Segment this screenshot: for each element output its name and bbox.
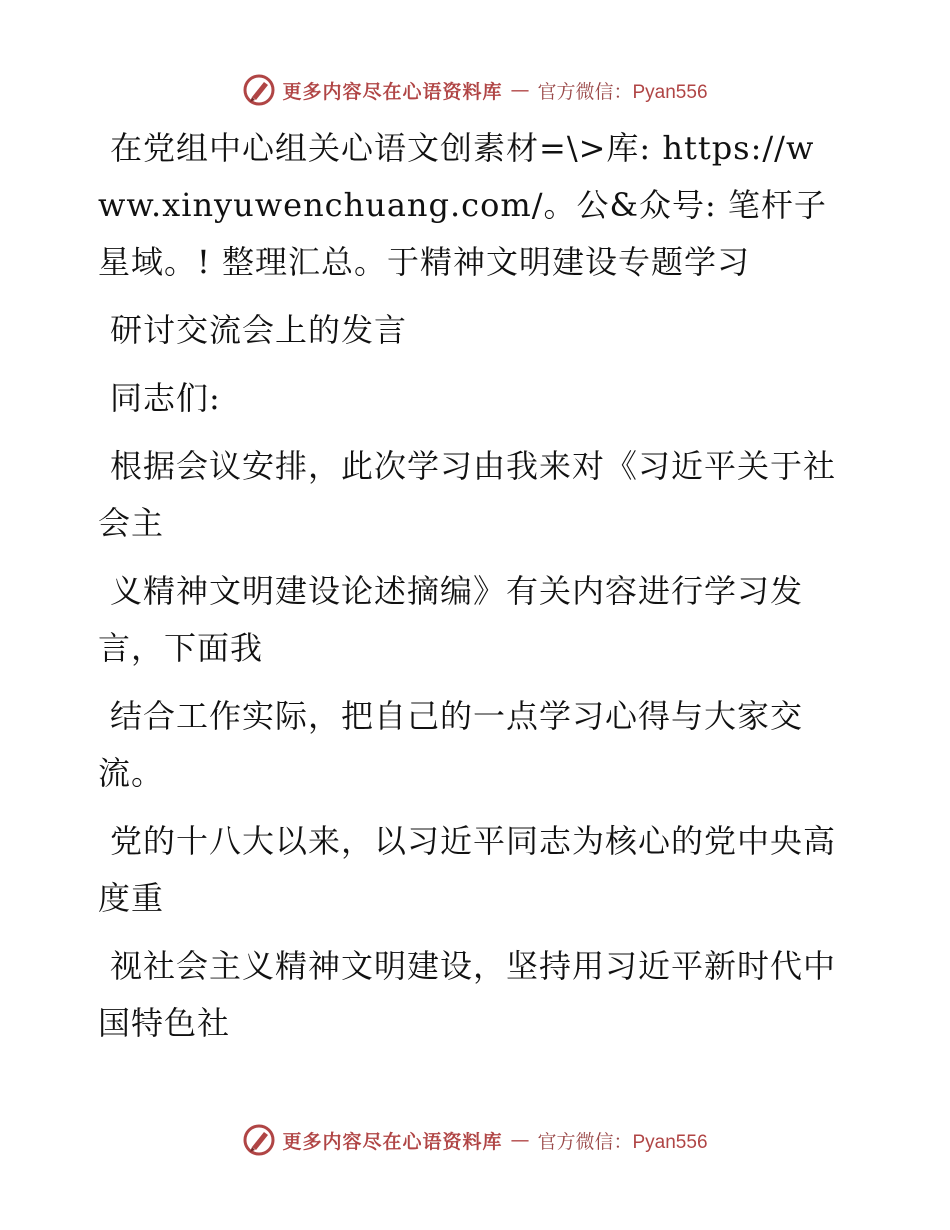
paragraph: 同志们:: [110, 379, 221, 417]
watermark-text: 更多内容尽在心语资料库: [282, 80, 503, 103]
watermark-label: 官方微信：: [537, 80, 633, 103]
watermark-wechat: [537, 77, 707, 104]
paragraph: 结合工作实际，把自己的一点学习心得与大家交流。: [98, 697, 804, 792]
document-body: [98, 120, 838, 1052]
paragraph: 研讨交流会上的发言: [110, 311, 408, 349]
watermark-label: 官方微信：: [537, 1130, 633, 1153]
watermark-header: [0, 70, 950, 110]
pen-logo-icon: [242, 1123, 276, 1157]
pen-logo-icon: [242, 73, 276, 107]
watermark-footer: [0, 1120, 950, 1160]
paragraph: 党的十八大以来，以习近平同志为核心的党中央高度重: [98, 822, 837, 917]
watermark-text: 更多内容尽在心语资料库: [282, 1130, 503, 1153]
watermark-account: Pyan556: [632, 81, 708, 103]
paragraph: 根据会议安排，此次学习由我来对《习近平关于社会主: [98, 447, 837, 542]
watermark-account: Pyan556: [632, 1131, 708, 1153]
watermark-wechat: [537, 1127, 707, 1154]
paragraph: 在党组中心组关心语文创素材=\>库: https://www.xinyuwenchuang.com/。公&众号: 笔杆子星域。! 整理汇总。于精神文明建设专题学习: [98, 129, 827, 281]
watermark-separator: —: [510, 1129, 530, 1151]
watermark-separator: —: [510, 79, 530, 101]
paragraph: 义精神文明建设论述摘编》有关内容进行学习发言，下面我: [98, 572, 804, 667]
paragraph: 视社会主义精神文明建设，坚持用习近平新时代中国特色社: [98, 947, 837, 1042]
